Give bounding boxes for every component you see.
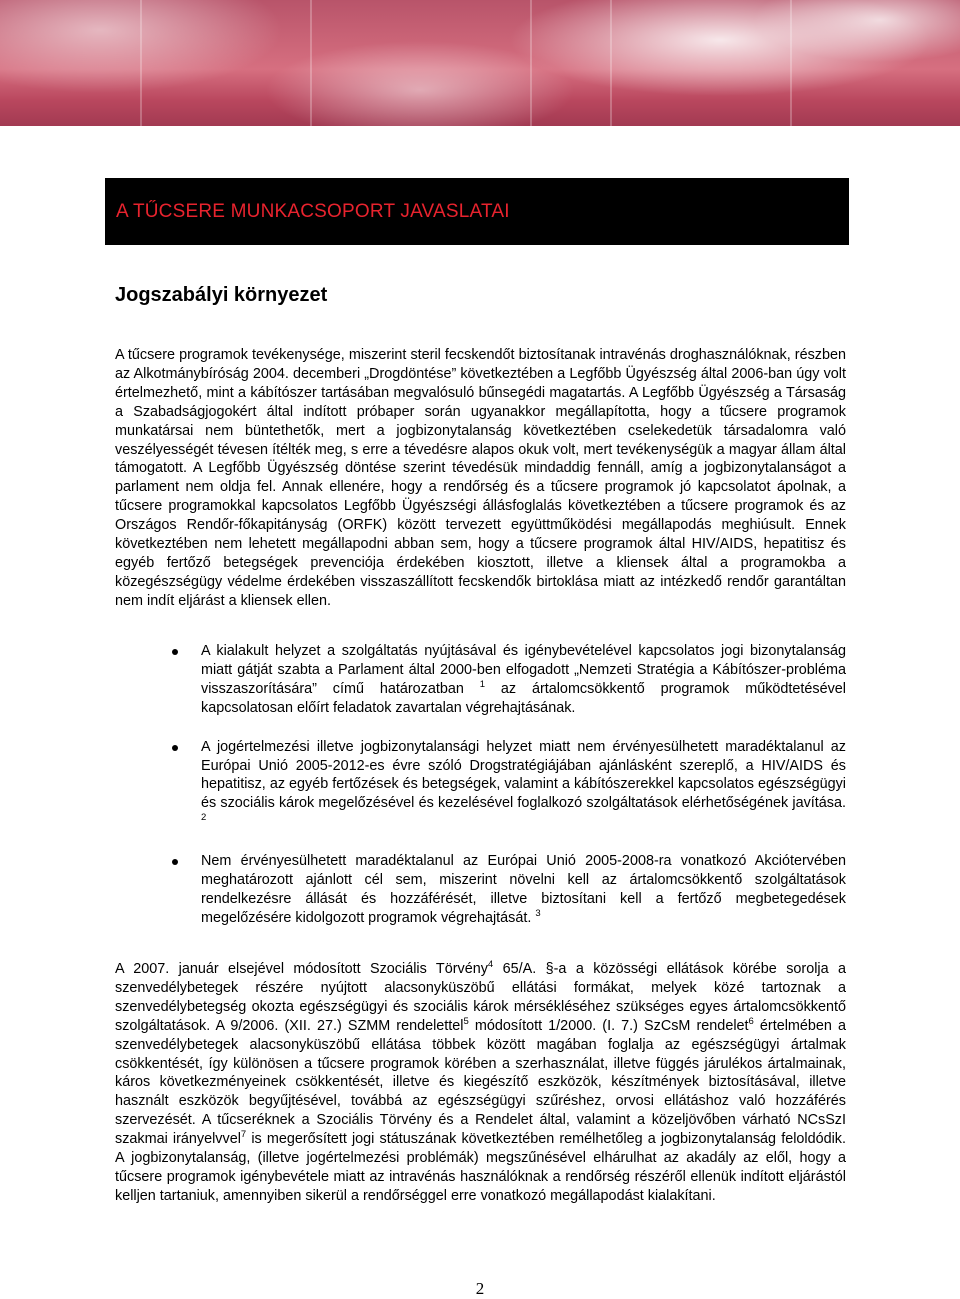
banner-streak (310, 0, 312, 126)
bullet-item (172, 642, 846, 718)
legal-text-part: is megerősített jogi státuszának következtében remélhetőleg a jogbizonytalanság feloldódik. A jogbizonytalanság, (illetve jogértelmezési problémák) megszűnésével elhárulhat az akadály az elől, hogy a tűcsere programok igénybevétele miatt az intravénás használóknak a rendőrség részéről ellenük indított eljárástól kelljen tartaniuk, amennyiben sikerül a rendőrséggel erre vonatkozó megállapodást kialakítani. (115, 1131, 846, 1204)
footnote-ref[interactable]: 6 (748, 1015, 754, 1027)
bullet-item (172, 852, 846, 928)
intro-paragraph: A tűcsere programok tevékenysége, miszerint steril fecskendőt biztosítanak intravénás droghasználóknak, részben az Alkotmánybíróság 2004. decemberi „Drogdöntése” következtében a Legfőbb Ügyészség által 2006-ban úgy volt értelmezhető, mint a kábítószer tartásában megvalósuló bűnsegédi magatartás. A Legfőbb Ügyészség a Társaság a Szabadságjogokért által indított próbaper során ugyanakkor megállapította, hogy a tűcsere programok munkatársai nem büntethetők, mert a jogbizonytalanság következtében cselekedetük társadalomra való veszélyességét tévesen ítélték meg, s erre a tévedésre alapos okuk volt, mert tevékenységük a magyar állam által támogatott. A Legfőbb Ügyészség döntése szerint tévedésük mindaddig fennáll, amíg a jogbizonytalanságot a parlament nem oldja fel. Annak ellenére, hogy a rendőrség és a tűcsere programok jó kapcsolatot ápolnak, a tűcsere programokkal kapcsolatos Legfőbb Ügyészségi állásfoglalás következtében a tűcsere programok és az Országos Rendőr-főkapitányság (ORFK) között tervezett együttműködési megállapodás meghiúsult. Ennek következtében nem lehetett megállapodni abban sem, hogy a tűcsere programok által HIV/AIDS, hepatitisz és egyéb fertőző betegségek prevenciója érdekében kiosztott, illetve a kliensek által a programokba a közegészségügy védelme érdekében visszaszállított fecskendők birtoklása miatt az intézkedő rendőr garantáltan nem indít eljárást a kliensek ellen. (115, 347, 846, 609)
bullet-icon (172, 745, 178, 751)
bullet-icon (172, 859, 178, 865)
legal-text-part: 65/A. §-a a közösségi ellátások körébe sorolja a szenvedélybetegek részére nyújtott alacsonyküszöbű ellátási formákat, melyek közé tartoznak a szenvedélybetegség okozta egészségügyi és szociális károk mérsékléséhez szükséges egyes ártalomcsökkentő szolgáltatások. A 9/2006. (XII. 27.) SZMM rendelettel (115, 961, 847, 1034)
bullet-text: A kialakult helyzet a szolgáltatás nyújtásával és igénybevételével kapcsolatos jogi bizonytalanság miatt gátját szabta a Parlament által 2000-ben elfogadott „Nemzeti Stratégia a Kábítószer-probléma visszaszorítására” című határozatban (201, 643, 846, 697)
footnote-ref[interactable]: 1 (479, 679, 486, 691)
banner-streak (530, 0, 532, 126)
header-banner-image (0, 0, 960, 126)
banner-streak (610, 0, 612, 126)
bullet-text: Nem érvényesülhetett maradéktalanul az Európai Unió 2005-2008-ra vonatkozó Akciótervében meghatározott ajánlott cél sem, miszerint növelni kell az ártalomcsökkentő szolgáltatások rendelkezésre állását és hozzáférését, illetve biztosítani kell a fertőző megbetegedések megelőzésére kidolgozott programok végrehajtását. (201, 853, 846, 926)
legal-text-part: A 2007. január elsejével módosított Szociális Törvény (115, 961, 488, 977)
bullet-icon (172, 649, 178, 655)
bullet-text-tail: az ártalomcsökkentő programok működtetésével kapcsolatosan előírt feladatok zavartalan végrehajtásának. (201, 680, 847, 716)
section-title-bar (105, 178, 849, 245)
footnote-ref[interactable]: 5 (463, 1015, 469, 1027)
section-title: A TŰCSERE MUNKACSOPORT JAVASLATAI (116, 201, 510, 222)
section-heading: Jogszabályi környezet (115, 284, 328, 306)
legal-text-part: módosított 1/2000. (I. 7.) SzCsM rendelet (468, 1017, 749, 1034)
banner-streak (790, 0, 792, 126)
page-number: 2 (475, 1279, 485, 1298)
bullet-list (172, 642, 846, 948)
banner-streak (140, 0, 142, 126)
footnote-ref[interactable]: 2 (201, 812, 207, 824)
footnote-ref[interactable]: 3 (535, 908, 541, 920)
legal-text-part: értelmében a szenvedélybetegek alacsonyküszöbű ellátása többek között magában foglalja az egészségügyi ártalmak csökkentését, így különösen a tűcsere programok körében a szerhasználat, illetve függés járulékos ártalmainak, káros következményeinek csökkentését, illetve és kiegészítő eszközök, készítmények biztosításával, illetve használt eszközök begyűjtésével, továbbá az egészségügyi szűréshez, orvosi ellátáshoz való hozzáférés szervezését. A tűcseréknek a Szociális Törvény és a Rendelet által, valamint a közeljövőben várható NCsSzI szakmai irányelvvel (115, 1017, 846, 1148)
bullet-item (172, 738, 846, 833)
bullet-text: A jogértelmezési illetve jogbizonytalansági helyzet miatt nem érvényesülhetett maradéktalanul az Európai Unió 2005-2012-es évre szóló Drogstratégiájában ajánlásként szereplő, a HIV/AIDS és hepatitisz, az egyéb fertőzések és betegségek, valamint a kábítószerekkel kapcsolatos egészségügyi és szociális károk megelőzésével és kezelésével foglalkozó szolgáltatások elérhetőségének javítása. (201, 738, 846, 812)
footnote-ref[interactable]: 4 (487, 959, 494, 971)
legal-paragraph (115, 960, 846, 1206)
footnote-ref[interactable]: 7 (240, 1129, 247, 1141)
